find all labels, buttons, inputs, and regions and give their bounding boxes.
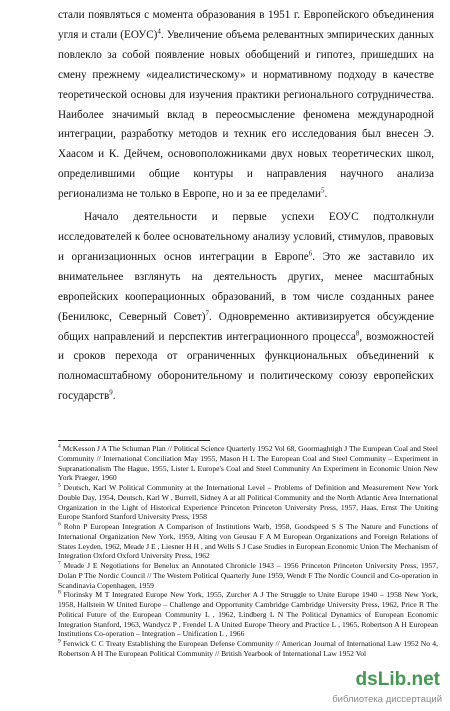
- footnote-ref-9: 9: [109, 388, 113, 397]
- footnote-text: Florinsky M T Integrated Europe New York, 1955, Zurcher A J The Struggle to Unite Europe 1940 – 1958 New York, 1958, Hallstein W United Europe – Challenge and Opportunity Cambridge Cambridge University Press, 1962, Price R The Political Future of the European Community L , 1962, Lindberg L N The Political Dynamics of European Economic Integration Stanford, 1963, Wandycz P , Frendel L A United Europe Theory and Practice L , 1965, Robertson A H European Institutions Co-operation – Integration – Unification L , 1966: [58, 590, 438, 639]
- footnote-number: 5: [58, 482, 61, 489]
- paragraph-1-text-b: . Увеличение объема релевантных эмпирических данных повлекло за собой появление новых обобщений и гипотез, пришедших на смену прежнему «идеалистическому» и нормативному подходу в качестве теоретической основы для изучения практики регионального сотрудничества. Наиболее значимый вклад в переосмысление феномена международной интеграции, разработку методов и техник его исследования был внесен Э. Хаасом и К. Дейчем, основоположниками двух новых теоретических школ, определившими общие контуры и направления научного анализа регионализма не только в Европе, но и за ее пределами: [58, 28, 434, 201]
- footnote-separator: [58, 440, 210, 441]
- footnote-5: [58, 483, 438, 522]
- paragraph-1-text: стали появляться с момента образования в 1951 г. Европейского объединения угля и стали (ЕОУС): [58, 9, 434, 41]
- main-text: [58, 6, 434, 407]
- watermark: [322, 665, 442, 705]
- footnote-number: 4: [58, 443, 61, 450]
- dslib-logo: [322, 665, 442, 691]
- footnote-9: [58, 639, 438, 659]
- watermark-subtitle: библиотека диссертаций: [332, 694, 442, 705]
- footnote-4: [58, 444, 438, 483]
- footnote-ref-6: 6: [308, 249, 313, 258]
- paragraph-1: [58, 6, 434, 205]
- footnote-7: [58, 561, 438, 590]
- footnotes: [58, 444, 438, 659]
- footnote-ref-7: 7: [205, 308, 210, 317]
- footnote-number: 7: [58, 560, 61, 567]
- paragraph-2-text-d: , возможностей и сроков перехода от ограниченных функциональных объединений к полномасштабному оборонительному и политическому союзу европейских государств: [58, 330, 434, 403]
- footnote-number: 9: [58, 638, 61, 645]
- paragraph-2-end: .: [112, 390, 116, 403]
- paragraph-2-text: Начало деятельности и первые успехи ЕОУС подтолкнули исследователей к более основательному анализу условий, стимулов, правовых и организационных основ интеграции в Европе: [58, 211, 434, 263]
- footnote-text: McKesson J A The Schuman Plan // Political Science Quarterly 1952 Vol 68, Goormaghtigh J The European Coal and Steel Community // International Conciliation May 1955, Mason H L The European Coal and Steel Community – Experiment in Supranationalism The Hague, 1955, Lister L Europe's Coal and Steel Community An Experiment in Economic Union New York Praeger, 1960: [58, 444, 438, 483]
- footnote-ref-8: 8: [355, 328, 360, 337]
- footnote-6: [58, 522, 438, 561]
- footnote-ref-4: 4: [157, 27, 161, 36]
- footnote-8: [58, 590, 438, 639]
- dslib-logo-text: dsLib.net: [355, 669, 440, 690]
- footnote-text: Rohn P European Integration A Comparison of Institutions Warb, 1958, Goodspeed S S The Nature and Functions of International Organization New York, 1959, Alting von Geusau F A M European Organizations and Foreign Relations of States Leyden, 1962, Meade J E , Liesner H H , and Wells S J Case Studies in European Economic Union The Mechanism of Integration Oxford Oxford University Press, 1962: [58, 522, 438, 561]
- paragraph-2-text-c: . Одновременно активизируется обсуждение общих направлений и перспектив интеграционного процесса: [58, 310, 434, 343]
- paragraph-2: [58, 208, 434, 407]
- paragraph-2-text-b: . Это же заставило их внимательнее взглянуть на деятельность других, менее масштабных европейских кооперационных образований, в том числе созданных ранее (Бенилюкс, Северный Совет): [58, 250, 434, 323]
- footnote-text: Deutsch, Karl W Political Community at the International Level – Problems of Definition and Measurement New York Double Day, 1954, Deutsch, Karl W , Burrell, Sidney A at all Political Community and the North Atlantic Area International Organization in the Light of Historical Experience Princeton Princeton University Press, 1957, Haas, Ernst The Uniting Europe Stanford Stanford University Press, 1958: [58, 483, 438, 522]
- footnote-text: Meade J E Negotiations for Benelux an Annotated Chronicle 1943 – 1956 Princeton Princeton University Press, 1957, Dolan P The Nordic Council // The Western Political Quarterly June 1959, Wendt F The Nordic Council and Co-operation in Scandinavia Copenhagen, 1959: [58, 561, 438, 590]
- footnote-number: 6: [58, 521, 61, 528]
- footnote-text: Fenwick C C Treaty Establishing the European Defense Community // American Journal of International Law 1952 No 4, Robertson A H The European Political Community // British Yearbook of International Law 1952 Vol: [58, 639, 438, 658]
- paragraph-1-end: .: [324, 188, 328, 201]
- footnote-ref-5: 5: [320, 186, 325, 195]
- footnote-number: 8: [58, 589, 61, 596]
